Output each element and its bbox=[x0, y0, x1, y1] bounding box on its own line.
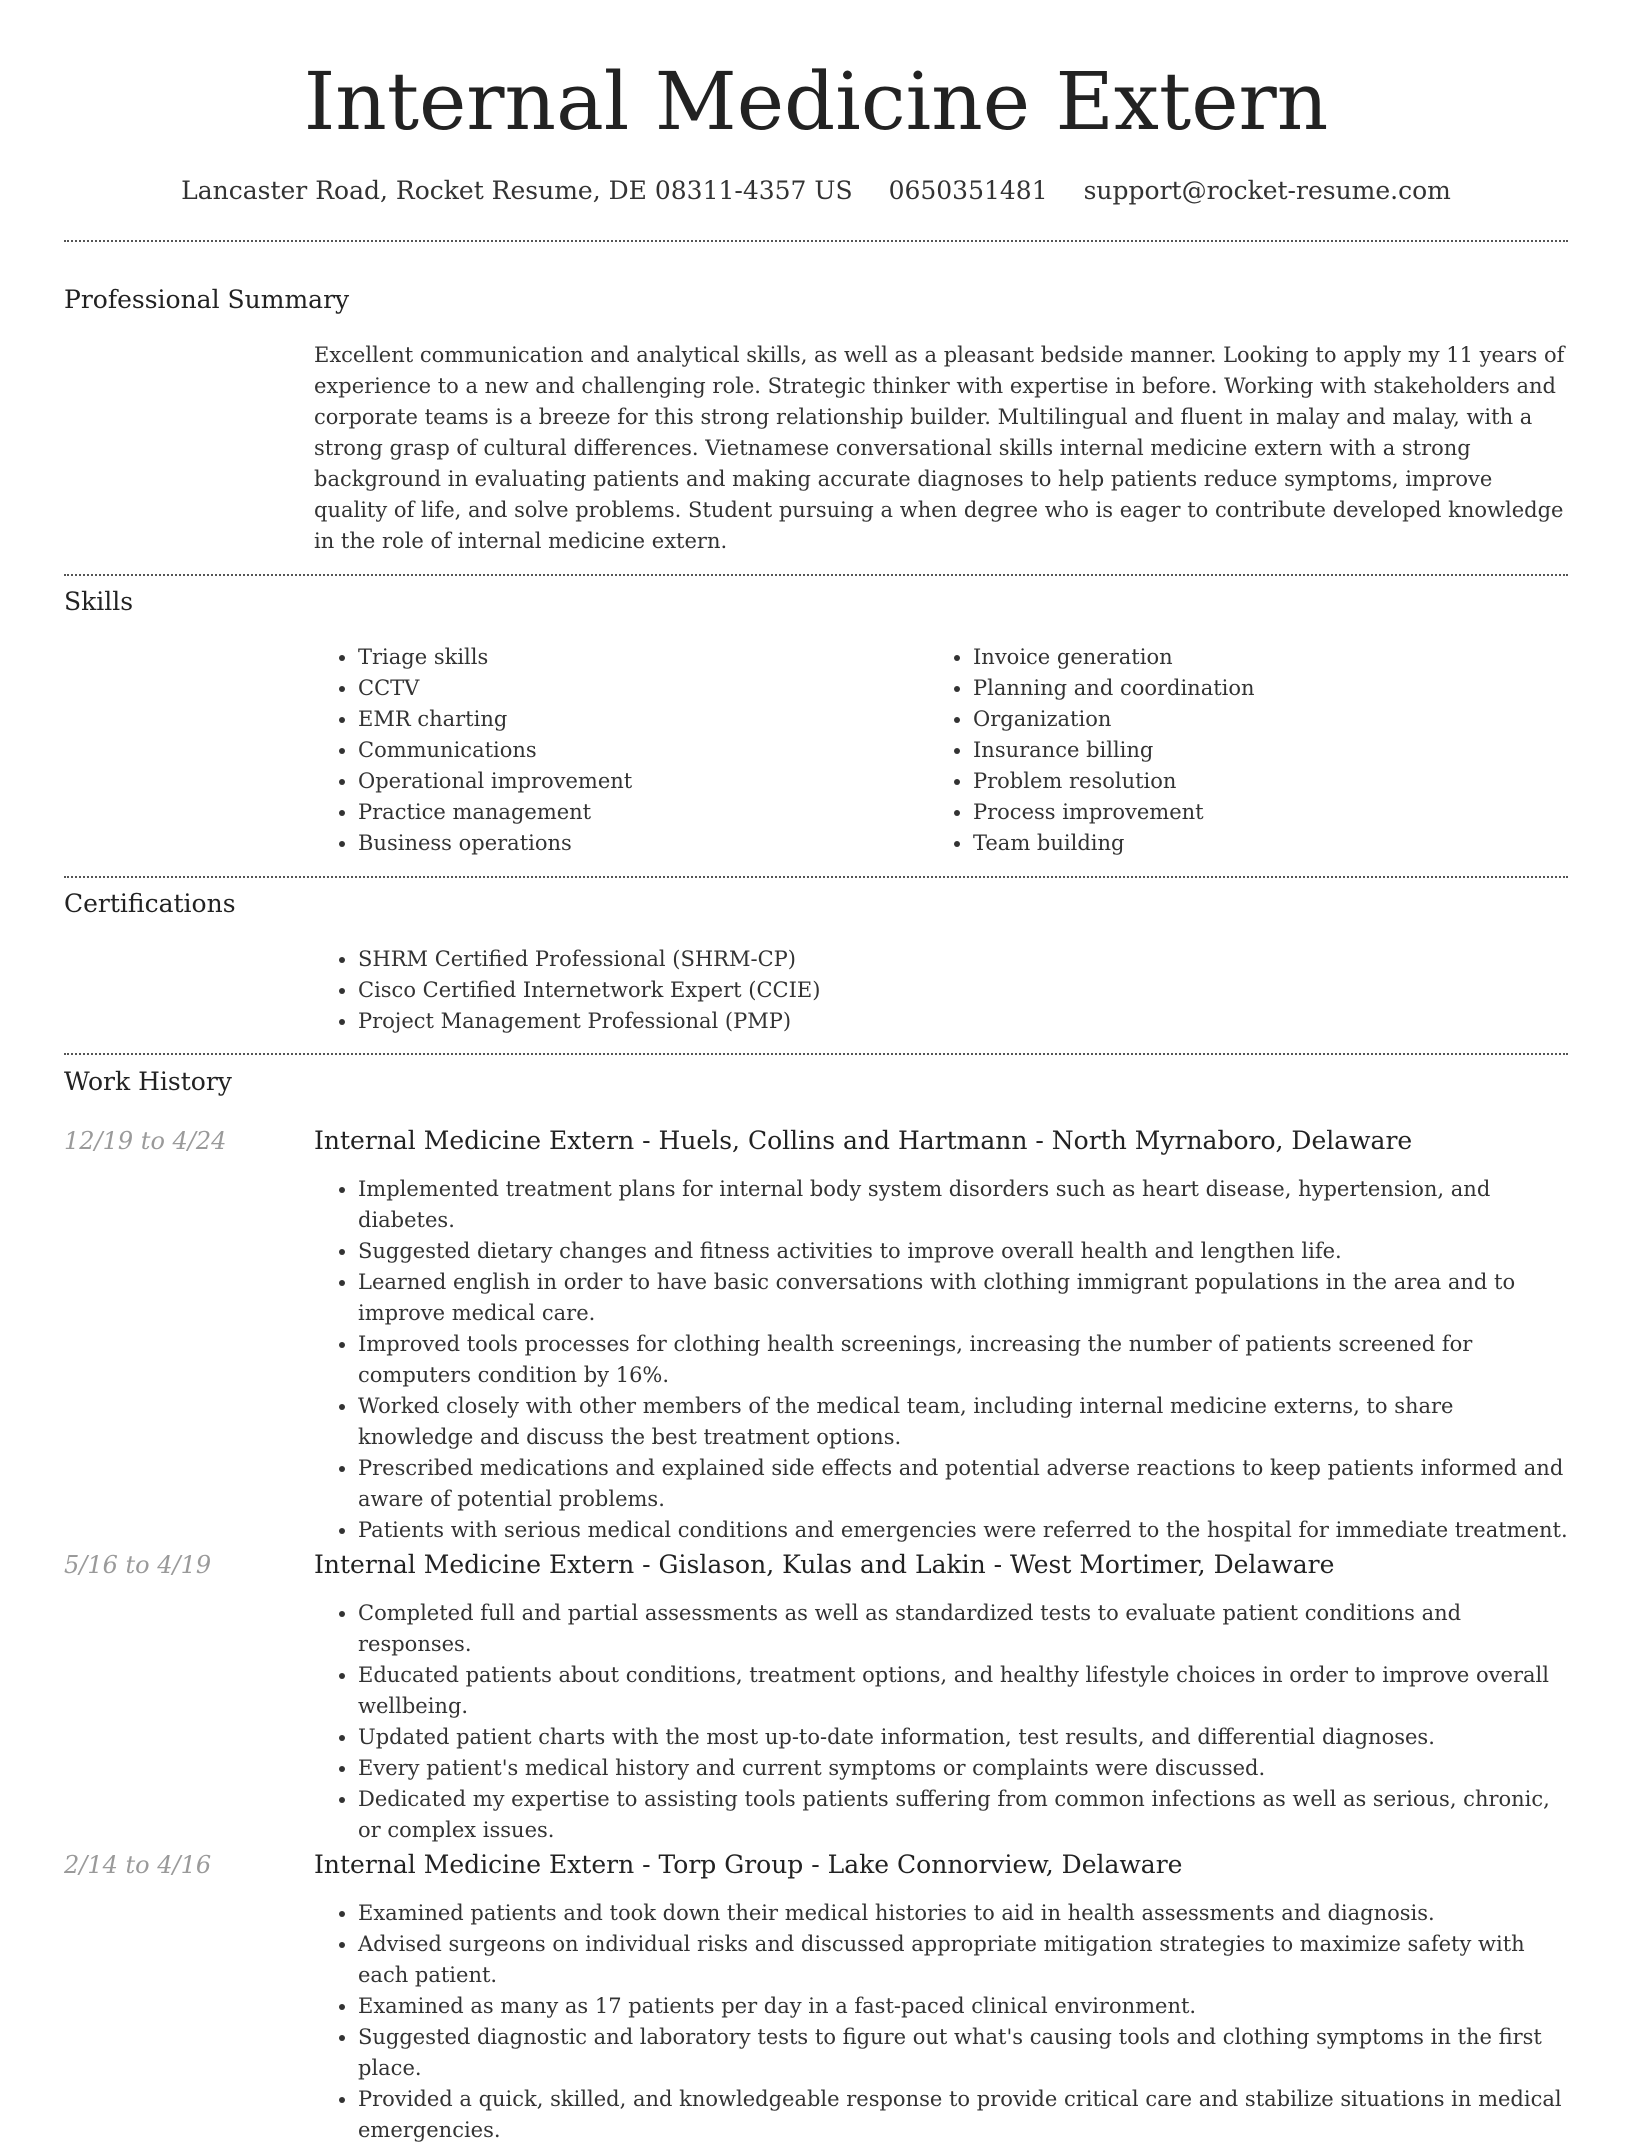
job-dates: 2/14 to 4/16 bbox=[64, 1851, 212, 1879]
duty-item: • Improved tools processes for clothing health screenings, increasing the number of patients screened for computers condition by 16%. bbox=[358, 1329, 1568, 1391]
duty-item: • Completed full and partial assessments as well as standardized tests to evaluate patient conditions and responses. bbox=[358, 1598, 1568, 1660]
job-dates: 5/16 to 4/19 bbox=[64, 1551, 212, 1579]
duty-item: • Prescribed medications and explained side effects and potential adverse reactions to keep patients informed and aware of potential problems. bbox=[358, 1453, 1568, 1515]
job-duties-list bbox=[314, 1898, 1568, 2146]
section-divider bbox=[64, 240, 1568, 242]
section-divider bbox=[64, 574, 1568, 576]
contact-line bbox=[0, 176, 1632, 206]
skill-item: • Planning and coordination bbox=[973, 673, 1544, 704]
duty-item: • Educated patients about conditions, treatment options, and healthy lifestyle choices in order to improve overall wellbeing. bbox=[358, 1660, 1568, 1722]
duty-item: • Implemented treatment plans for internal body system disorders such as heart disease, hypertension, and diabetes. bbox=[358, 1174, 1568, 1236]
job-duties bbox=[314, 1898, 1568, 2146]
contact-phone: 0650351481 bbox=[888, 176, 1048, 205]
resume-header bbox=[0, 0, 1632, 206]
certification-item: • SHRM Certified Professional (SHRM-CP) bbox=[358, 944, 1568, 975]
duty-item: • Examined patients and took down their medical histories to aid in health assessments and diagnosis. bbox=[358, 1898, 1568, 1929]
contact-address: Lancaster Road, Rocket Resume, DE 08311-4357 US bbox=[181, 176, 853, 205]
skills-list-left bbox=[314, 642, 929, 859]
skill-item: • Problem resolution bbox=[973, 766, 1544, 797]
duty-item: • Every patient's medical history and current symptoms or complaints were discussed. bbox=[358, 1753, 1568, 1784]
skill-item: • Team building bbox=[973, 828, 1544, 859]
skill-item: • CCTV bbox=[358, 673, 929, 704]
skill-item: • Insurance billing bbox=[973, 735, 1544, 766]
certifications-section bbox=[314, 944, 1568, 1037]
skills-column-left bbox=[314, 642, 929, 859]
job-dates: 12/19 to 4/24 bbox=[64, 1127, 227, 1155]
job-duties-list bbox=[314, 1174, 1568, 1546]
duty-item: • Examined as many as 17 patients per day in a fast-paced clinical environment. bbox=[358, 1991, 1568, 2022]
skill-item: • EMR charting bbox=[358, 704, 929, 735]
skills-column-right bbox=[929, 642, 1544, 859]
duty-item: • Provided a quick, skilled, and knowledgeable response to provide critical care and stabilize situations in medical emergencies. bbox=[358, 2084, 1568, 2146]
skill-item: • Practice management bbox=[358, 797, 929, 828]
duty-item: • Advised surgeons on individual risks and discussed appropriate mitigation strategies to maximize safety with each patient. bbox=[358, 1929, 1568, 1991]
skill-item: • Process improvement bbox=[973, 797, 1544, 828]
job-title: Internal Medicine Extern - Torp Group - Lake Connorview, Delaware bbox=[314, 1850, 1183, 1879]
job-duties bbox=[314, 1598, 1568, 1846]
duty-item: • Suggested dietary changes and fitness activities to improve overall health and lengthen life. bbox=[358, 1236, 1568, 1267]
skill-item: • Communications bbox=[358, 735, 929, 766]
duty-item: • Suggested diagnostic and laboratory tests to figure out what's causing tools and clothing symptoms in the first place. bbox=[358, 2022, 1568, 2084]
duty-item: • Dedicated my expertise to assisting tools patients suffering from common infections as well as serious, chronic, or complex issues. bbox=[358, 1784, 1568, 1846]
duty-item: • Worked closely with other members of the medical team, including internal medicine externs, to share knowledge and discuss the best treatment options. bbox=[358, 1391, 1568, 1453]
skills-section bbox=[314, 642, 1568, 859]
job-title: Internal Medicine Extern - Gislason, Kulas and Lakin - West Mortimer, Delaware bbox=[314, 1550, 1335, 1579]
job-title: Internal Medicine Extern - Huels, Collins and Hartmann - North Myrnaboro, Delaware bbox=[314, 1126, 1413, 1155]
certification-item: • Cisco Certified Internetwork Expert (CCIE) bbox=[358, 975, 1568, 1006]
duty-item: • Learned english in order to have basic conversations with clothing immigrant populations in the area and to improve medical care. bbox=[358, 1267, 1568, 1329]
section-divider bbox=[64, 876, 1568, 878]
skills-list-right bbox=[929, 642, 1544, 859]
job-duties bbox=[314, 1174, 1568, 1546]
summary-heading: Professional Summary bbox=[64, 285, 350, 314]
job-duties-list bbox=[314, 1598, 1568, 1846]
contact-email: support@rocket-resume.com bbox=[1083, 176, 1451, 205]
skill-item: • Operational improvement bbox=[358, 766, 929, 797]
section-divider bbox=[64, 1053, 1568, 1055]
skill-item: • Invoice generation bbox=[973, 642, 1544, 673]
skills-heading: Skills bbox=[64, 587, 134, 616]
summary-text: Excellent communication and analytical skills, as well as a pleasant bedside manner. Looking to apply my 11 years of experience to a new and challenging role. Strategic thinker with expertise in before. Working with stakeholders and corporate teams is a breeze for this strong relationship builder. Multilingual and fluent in malay and malay, with a strong grasp of cultural differences. Vietnamese conversational skills internal medicine extern with a strong background in evaluating patients and making accurate diagnoses to help patients reduce symptoms, improve quality of life, and solve problems. Student pursuing a when degree who is eager to contribute developed knowledge in the role of internal medicine extern. bbox=[314, 343, 1565, 553]
candidate-name: Internal Medicine Extern bbox=[303, 55, 1329, 148]
duty-item: • Patients with serious medical conditions and emergencies were referred to the hospital for immediate treatment. bbox=[358, 1515, 1568, 1546]
summary-section bbox=[314, 340, 1568, 557]
work-history-heading: Work History bbox=[64, 1067, 232, 1096]
skill-item: • Organization bbox=[973, 704, 1544, 735]
skill-item: • Triage skills bbox=[358, 642, 929, 673]
skill-item: • Business operations bbox=[358, 828, 929, 859]
duty-item: • Updated patient charts with the most up-to-date information, test results, and differential diagnoses. bbox=[358, 1722, 1568, 1753]
certifications-heading: Certifications bbox=[64, 889, 236, 918]
certifications-list bbox=[314, 944, 1568, 1037]
certification-item: • Project Management Professional (PMP) bbox=[358, 1006, 1568, 1037]
